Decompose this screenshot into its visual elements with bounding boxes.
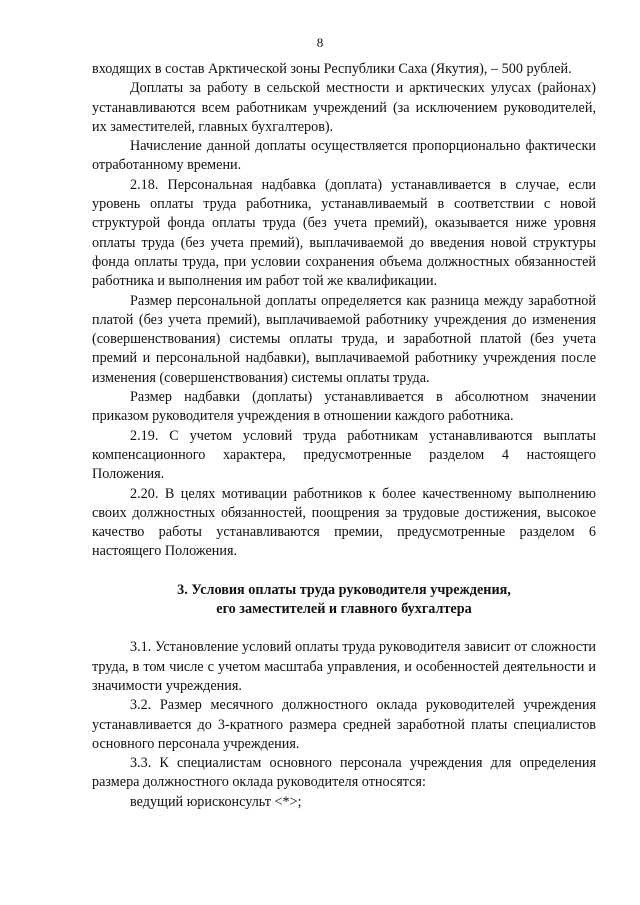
paragraph: 3.1. Установление условий оплаты труда руководителя зависит от сложности труда, в том числе с учетом масштаба управления, и особенностей деятельности и значимости учреждения. [92, 639, 596, 694]
section-heading [92, 581, 596, 620]
paragraph: входящих в состав Арктической зоны Республики Саха (Якутия), – 500 рублей. [92, 61, 572, 77]
paragraph: 2.19. С учетом условий труда работникам устанавливаются выплаты компенсационного характера, предусмотренные разделом 4 настоящего Положения. [92, 427, 596, 483]
paragraph: Размер персональной доплаты определяется как разница между заработной платой (без учета премий), выплачиваемой работнику учреждения до изменения (совершенствования) системы оплаты труда, и заработной платой (без учета премий и персональной надбавки), выплачиваемой работнику учреждения после изменения (совершенствования) системы оплаты труда. [92, 292, 596, 386]
paragraph: Доплаты за работу в сельской местности и арктических улусах (районах) устанавливаются всем работникам учреждений (за исключением руководителей, их заместителей, главных бухгалтеров). [92, 80, 596, 135]
paragraph: Начисление данной доплаты осуществляется пропорционально фактически отработанному времени. [92, 138, 596, 174]
paragraph: 2.18. Персональная надбавка (доплата) устанавливается в случае, если уровень оплаты труда работника, устанавливаемый в соответствии с новой структурой фонда оплаты труда (без учета премий), оказывается ниже уровня оплаты труда (без учета премий), выплачиваемой до введения новой структуры фонда оплаты труда, при условии сохранения объема должностных обязанностей работника и выполнения им работ той же квалификации. [92, 176, 596, 290]
paragraph: ведущий юрисконсульт <*>; [130, 793, 302, 810]
paragraph: 3.3. К специалистам основного персонала учреждения для определения размера должностного оклада руководителя относятся: [92, 755, 596, 791]
section-heading-line: его заместителей и главного бухгалтера [216, 601, 472, 618]
paragraph: Размер надбавки (доплаты) устанавливается в абсолютном значении приказом руководителя учреждения в отношении каждого работника. [92, 389, 596, 425]
document-body [92, 60, 596, 812]
page-number: 8 [316, 35, 324, 50]
paragraph: 2.20. В целях мотивации работников к более качественному выполнению своих должностных обязанностей, поощрения за трудовые достижения, высокое качество работы устанавливаются премии, предусмотренные разделом 6 настоящего Положения. [92, 485, 596, 560]
paragraph: 3.2. Размер месячного должностного оклада руководителей учреждения устанавливается до 3-кратного размера средней заработной платы специалистов основного персонала учреждения. [92, 697, 596, 752]
section-heading-line: 3. Условия оплаты труда руководителя учреждения, [177, 581, 511, 598]
